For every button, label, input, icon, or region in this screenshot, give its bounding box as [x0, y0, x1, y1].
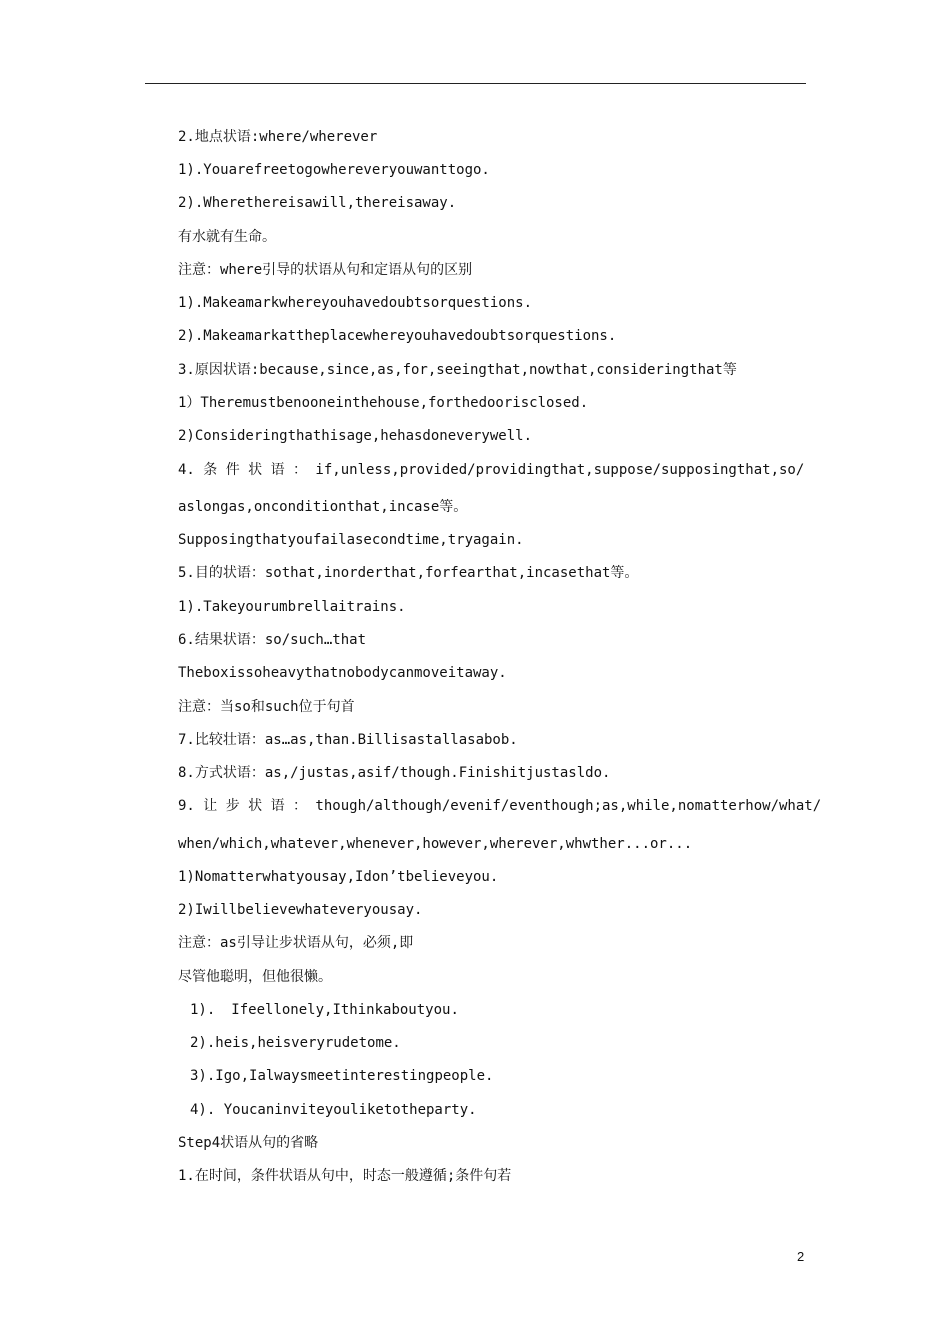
text-line: 1)Nomatterwhatyousay,Idon’tbelieveyou.	[178, 869, 499, 885]
text-line: 4. 条 件 状 语 ： if,unless,provided/providingthat,suppose/supposingthat,so/	[178, 462, 805, 478]
page-number: 2	[797, 1249, 805, 1264]
text-line: 2)Consideringthathisage,hehasdoneverywell.	[178, 428, 533, 444]
text-line: 注意：as引导让步状语从句，必须,即	[178, 935, 414, 951]
text-line: aslongas,onconditionthat,incase等。	[178, 499, 468, 515]
text-line: 2).heis,heisveryrudetome.	[190, 1035, 401, 1051]
text-line: 有水就有生命。	[178, 229, 276, 245]
text-line: 4). Youcaninviteyouliketotheparty.	[190, 1102, 477, 1118]
text-line: when/which,whatever,whenever,however,wherever,whwther...or...	[178, 836, 693, 852]
text-line: 2).Makeamarkattheplacewhereyouhavedoubtsorquestions.	[178, 328, 617, 344]
text-line: 1).Makeamarkwhereyouhavedoubtsorquestions.	[178, 295, 533, 311]
text-line: 尽管他聪明，但他很懒。	[178, 969, 332, 985]
text-line: 8.方式状语：as,/justas,asif/though.Finishitjustasldo.	[178, 765, 611, 781]
text-line: Supposingthatyoufailasecondtime,tryagain.	[178, 532, 524, 548]
text-line: 1.在时间，条件状语从句中，时态一般遵循;条件句若	[178, 1168, 512, 1184]
text-line: 2).Wherethereisawill,thereisaway.	[178, 195, 457, 211]
text-line: 2)Iwillbelievewhateveryousay.	[178, 902, 423, 918]
header-rule	[145, 83, 806, 84]
text-line: 7.比较壮语：as…as,than.Billisastallasabob.	[178, 732, 518, 748]
text-line: 9. 让 步 状 语 ： though/although/evenif/eventhough;as,while,nomatterhow/what/	[178, 798, 822, 814]
text-line: 1). Ifeellonely,Ithinkaboutyou.	[190, 1002, 459, 1018]
text-line: 1).Takeyourumbrellaitrains.	[178, 599, 406, 615]
text-line: 5.目的状语：sothat,inorderthat,forfearthat,incasethat等。	[178, 565, 639, 581]
text-line: 注意：where引导的状语从句和定语从句的区别	[178, 262, 473, 278]
text-line: 6.结果状语：so/such…that	[178, 632, 367, 648]
text-line: 3).Igo,Ialwaysmeetinterestingpeople.	[190, 1068, 494, 1084]
text-line: 1).Youarefreetogowhereveryouwanttogo.	[178, 162, 490, 178]
text-line: 3.原因状语:because,since,as,for,seeingthat,nowthat,consideringthat等	[178, 362, 737, 378]
text-line: 2.地点状语:where/wherever	[178, 129, 378, 145]
text-line: Theboxissoheavythatnobodycanmoveitaway.	[178, 665, 507, 681]
text-line: Step4状语从句的省略	[178, 1135, 319, 1151]
text-line: 注意：当so和such位于句首	[178, 699, 355, 715]
text-line: 1）Theremustbenooneinthehouse,forthedoorisclosed.	[178, 395, 589, 411]
